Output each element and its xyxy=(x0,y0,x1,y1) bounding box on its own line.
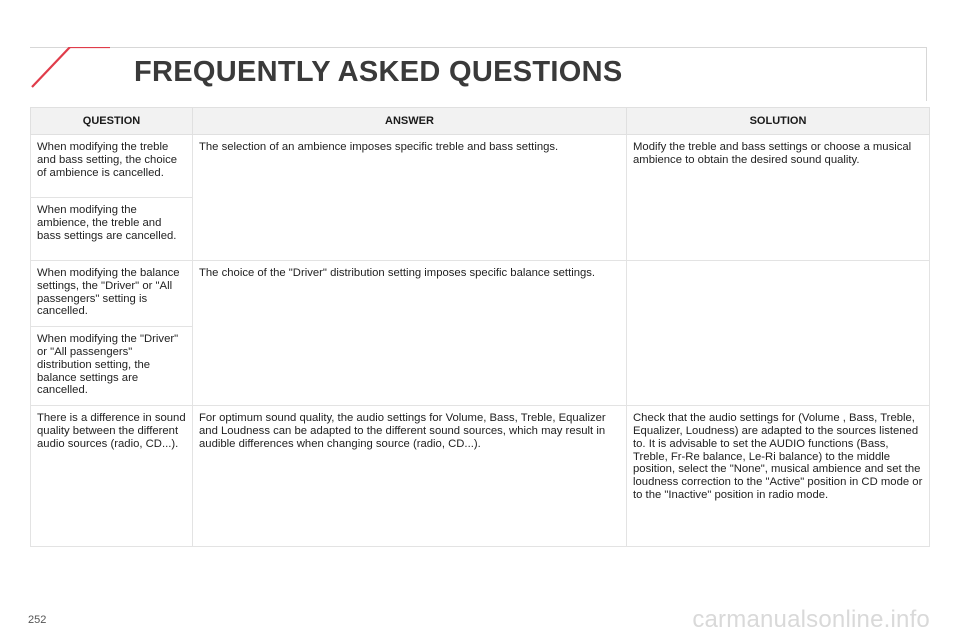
faq-table xyxy=(30,107,930,547)
table-header-row xyxy=(31,108,930,135)
table-row xyxy=(31,406,930,547)
question-cell: When modifying the "Driver" or "All passengers" distribution setting, the balance settings are cancelled. xyxy=(31,327,193,406)
question-cell: When modifying the balance settings, the "Driver" or "All passengers" setting is cancelled. xyxy=(31,261,193,327)
solution-cell xyxy=(627,261,930,406)
table-row xyxy=(31,261,930,327)
page-number: 252 xyxy=(28,614,47,626)
column-header-answer: ANSWER xyxy=(193,108,627,135)
solution-cell: Check that the audio settings for (Volume , Bass, Treble, Equalizer, Loudness) are adapted to the sources listened to. It is advisable to set the AUDIO functions (Bass, Treble, Fr-Re balance, Le-Ri balance) to the middle position, select the "None", musical ambience and set the loudness correction to the "Active" position in CD mode or to the "Inactive" position in radio mode. xyxy=(627,406,930,547)
table-row xyxy=(31,135,930,198)
column-header-solution: SOLUTION xyxy=(627,108,930,135)
page-title: FREQUENTLY ASKED QUESTIONS xyxy=(134,56,623,88)
column-header-question: QUESTION xyxy=(31,108,193,135)
question-cell: There is a difference in sound quality between the different audio sources (radio, CD...). xyxy=(31,406,193,547)
question-cell: When modifying the ambience, the treble and bass settings are cancelled. xyxy=(31,198,193,261)
answer-cell: The selection of an ambience imposes specific treble and bass settings. xyxy=(193,135,627,261)
question-cell: When modifying the treble and bass setting, the choice of ambience is cancelled. xyxy=(31,135,193,198)
solution-cell: Modify the treble and bass settings or choose a musical ambience to obtain the desired sound quality. xyxy=(627,135,930,261)
answer-cell: For optimum sound quality, the audio settings for Volume, Bass, Treble, Equalizer and Loudness can be adapted to the different sound sources, which may result in audible differences when changing source (radio, CD...). xyxy=(193,406,627,547)
header-accent-stripe xyxy=(30,47,110,101)
answer-cell: The choice of the "Driver" distribution setting imposes specific balance settings. xyxy=(193,261,627,406)
watermark-logo: carmanualsonline.info xyxy=(692,606,930,633)
